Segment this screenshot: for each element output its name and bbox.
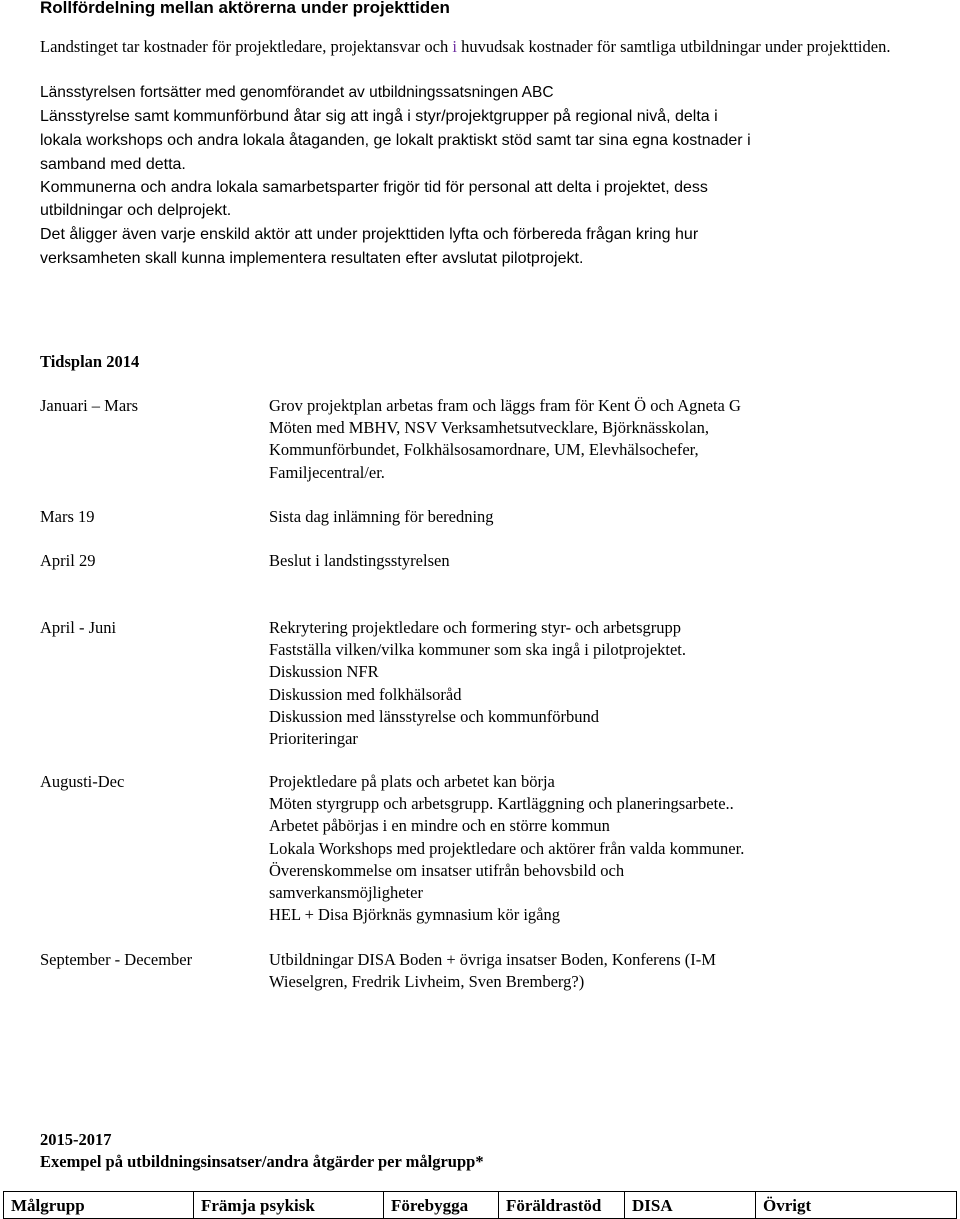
table-header-cell: Målgrupp [4, 1192, 194, 1219]
timeline-date: Mars 19 [40, 507, 95, 526]
period-years: 2015-2017 [40, 1130, 112, 1149]
timeline-description [269, 617, 949, 750]
target-group-table [3, 1191, 957, 1219]
timeline-date: Augusti-Dec [40, 772, 125, 791]
role-line: lokala workshops och andra lokala åtaganden, ge lokalt praktiskt stöd samt tar sina egna kostnader i [40, 132, 751, 149]
timeline-line: Lokala Workshops med projektledare och aktörer från valda kommuner. [269, 838, 745, 858]
timeline-line: Diskussion med folkhälsoråd [269, 684, 462, 704]
role-line: verksamheten skall kunna implementera resultaten efter avslutat pilotprojekt. [40, 250, 584, 267]
timeline-date: September - December [40, 950, 193, 969]
table-header-cell: Övrigt [756, 1192, 957, 1219]
table-header-cell: Främja psykisk [194, 1192, 384, 1219]
timeline-description [269, 949, 949, 993]
timeline-line: Grov projektplan arbetas fram och läggs fram för Kent Ö och Agneta G [269, 396, 741, 415]
role-line: Länsstyrelse samt kommunförbund åtar sig att ingå i styr/projektgrupper på regional nivå, delta i [40, 108, 718, 125]
table-header-cell: DISA [625, 1192, 756, 1219]
timeline-line: Möten med MBHV, NSV Verksamhetsutvecklare, Björknässkolan, [269, 418, 709, 438]
landstinget-highlight: i [452, 37, 457, 56]
timeline-description [269, 771, 949, 926]
tidsplan-title: Tidsplan 2014 [40, 352, 140, 371]
timeline-line: Möten styrgrupp och arbetsgrupp. Kartläggning och planeringsarbete.. [269, 794, 734, 814]
landstinget-text-2: huvudsak kostnader för samtliga utbildningar under projekttiden. [456, 37, 891, 56]
timeline-line: Familjecentral/er. [269, 462, 385, 482]
timeline-line: Rekrytering projektledare och formering styr- och arbetsgrupp [269, 618, 682, 637]
timeline-line: samverkansmöjligheter [269, 883, 423, 903]
timeline-line: Diskussion NFR [269, 662, 379, 682]
timeline-line: Beslut i landstingsstyrelsen [269, 551, 450, 570]
role-line: samband med detta. [40, 156, 186, 173]
role-line: Det åligger även varje enskild aktör att under projekttiden lyfta och förbereda frågan kring hur [40, 226, 699, 243]
role-line: utbildningar och delprojekt. [40, 202, 232, 219]
timeline-line: Utbildningar DISA Boden + övriga insatser Boden, Konferens (I-M [269, 950, 716, 969]
timeline-line: Sista dag inlämning för beredning [269, 507, 494, 526]
timeline-line: Prioriteringar [269, 729, 358, 749]
landstinget-paragraph [40, 36, 920, 58]
timeline-line: HEL + Disa Björknäs gymnasium kör igång [269, 905, 560, 925]
timeline-line: Diskussion med länsstyrelse och kommunförbund [269, 706, 599, 726]
timeline-date: April - Juni [40, 618, 117, 637]
timeline-line: Överenskommelse om insatser utifrån behovsbild och [269, 860, 625, 880]
period-subtitle: Exempel på utbildningsinsatser/andra åtgärder per målgrupp* [40, 1152, 484, 1171]
landstinget-text-1: Landstinget tar kostnader för projektledare, projektansvar och [40, 37, 453, 56]
timeline-line: Fastställa vilken/vilka kommuner som ska ingå i pilotprojektet. [269, 640, 687, 660]
timeline-description [269, 550, 949, 572]
role-line: Kommunerna och andra lokala samarbetsparter frigör tid för personal att delta i projektet, dess [40, 179, 708, 196]
table-header-cell: Föräldrastöd [499, 1192, 625, 1219]
timeline-description [269, 506, 949, 528]
lansstyrelsen-line: Länsstyrelsen fortsätter med genomförandet av utbildningssatsningen ABC [40, 84, 554, 101]
timeline-line: Kommunförbundet, Folkhälsosamordnare, UM, Elevhälsochefer, [269, 440, 699, 460]
timeline-date: April 29 [40, 551, 96, 570]
timeline-line: Wieselgren, Fredrik Livheim, Sven Bremberg?) [269, 972, 585, 992]
table-header-cell: Förebygga [384, 1192, 499, 1219]
timeline-date: Januari – Mars [40, 396, 139, 415]
timeline-line: Arbetet påbörjas i en mindre och en större kommun [269, 816, 610, 836]
period-heading [40, 1129, 484, 1173]
timeline-line: Projektledare på plats och arbetet kan börja [269, 772, 555, 791]
section-heading: Rollfördelning mellan aktörerna under projekttiden [40, 0, 450, 17]
timeline-description [269, 395, 949, 484]
table-header-row [4, 1192, 957, 1219]
